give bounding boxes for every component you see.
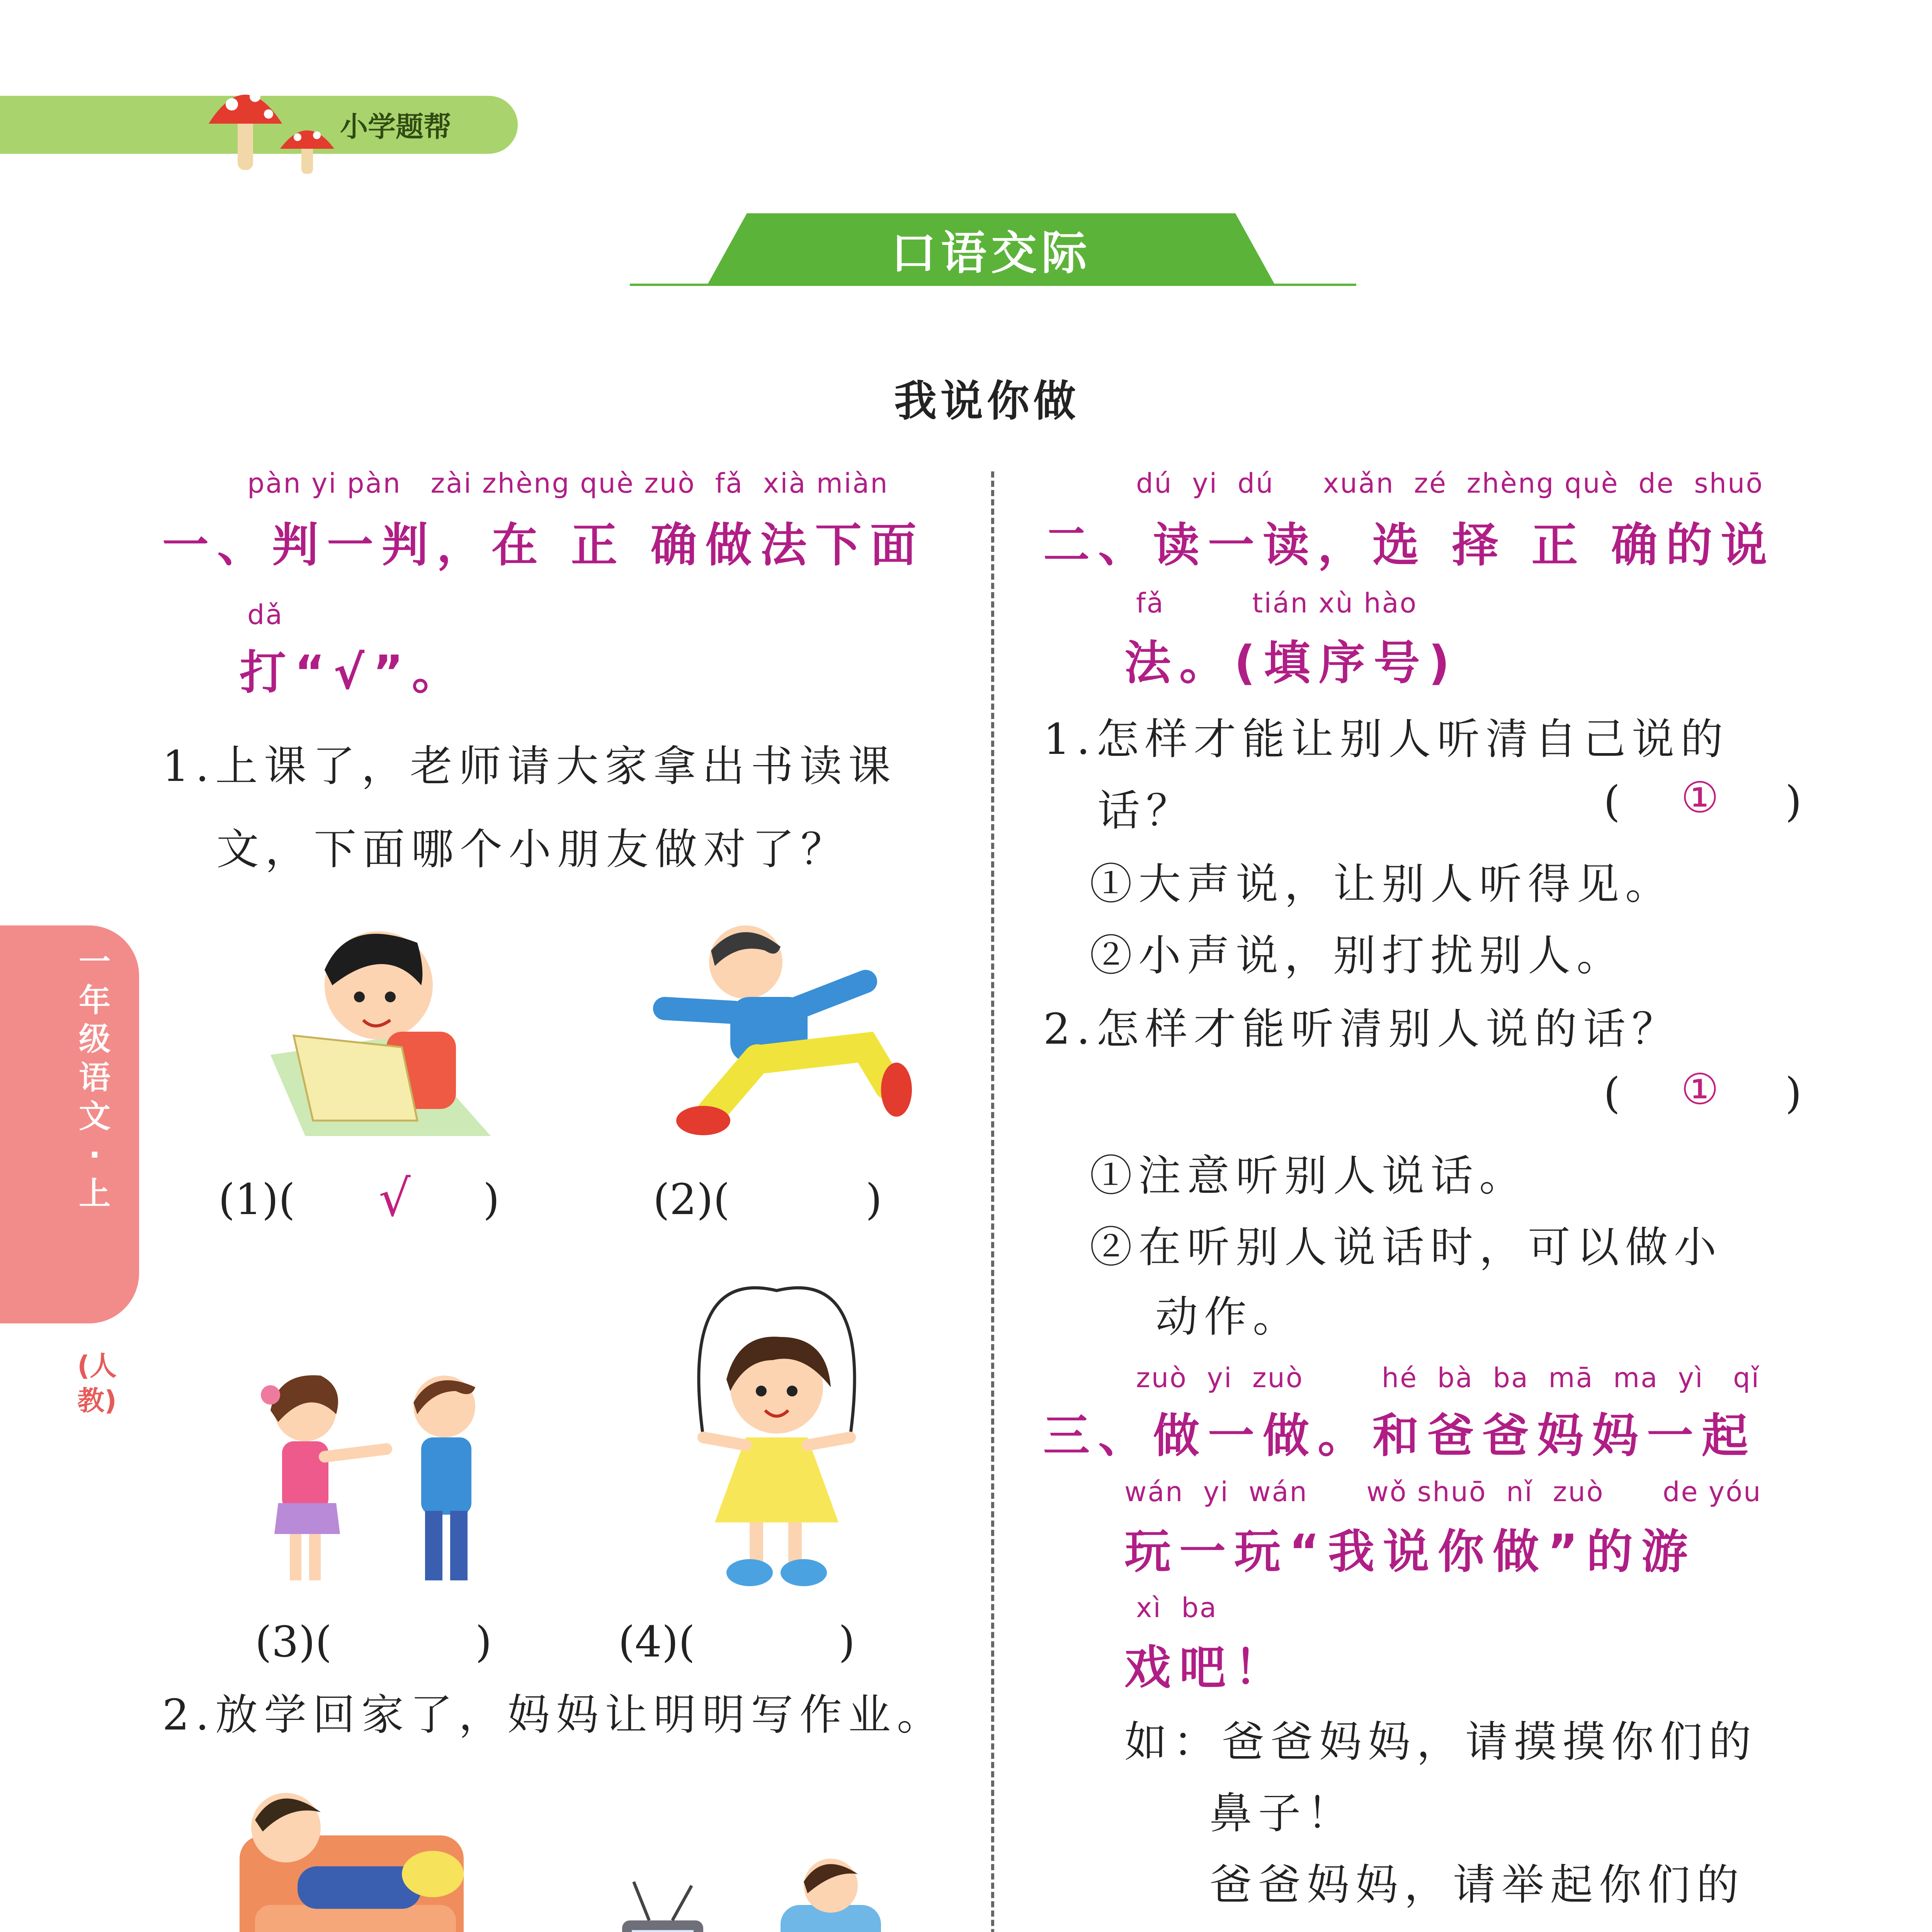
part3-pinyin-2: wán yi wán wǒ shuō nǐ zuò de yóu — [1124, 1476, 1762, 1508]
edition-label: (人教) — [77, 1350, 117, 1417]
part1-heading-2: 打“√”。 — [240, 646, 467, 700]
part2-pinyin-1: dú yi dú xuǎn zé zhèng què de shuō — [1136, 468, 1764, 499]
part2-q2-answer: ① — [1681, 1065, 1719, 1114]
q1-answer-checkmark: √ — [379, 1169, 411, 1228]
part3-example-2b — [1209, 1922, 1355, 1932]
part1-q1-line2: 文，下面哪个小朋友做对了？ — [216, 825, 849, 874]
q1-paren-close: ) — [1785, 777, 1802, 826]
q1-label-3-open[interactable]: (3)( — [255, 1617, 332, 1667]
part3-heading-3: 戏吧！ — [1124, 1641, 1289, 1695]
section-title: 口语交际 — [890, 226, 1092, 280]
grade-label: 一年级语文·上 — [78, 944, 111, 1212]
part2-q2-option-2b: 动作。 — [1155, 1292, 1301, 1342]
side-tab — [0, 925, 139, 1323]
column-divider — [991, 471, 994, 1932]
part2-heading-2: 法。(填序号) — [1124, 636, 1458, 690]
part3-heading-1: 三、做一做。和爸爸妈妈一起 — [1043, 1409, 1757, 1463]
mushroom-logo-icon — [201, 66, 344, 178]
q1-label-2-close: ) — [866, 1175, 882, 1224]
part1-q1-line1: 1.上课了，老师请大家拿出书读课 — [162, 742, 897, 791]
girl-jumping-rope-image — [657, 1275, 896, 1592]
part1-pinyin-1: pàn yi pàn zài zhèng què zuò fǎ xià miàn — [247, 468, 889, 499]
part2-q2-option-1: ①注意听别人说话。 — [1090, 1151, 1528, 1201]
children-talking-image — [240, 1364, 518, 1588]
part2-q2-option-2a: ②在听别人说话时，可以做小 — [1090, 1223, 1723, 1272]
q1-label-2-open[interactable]: (2)( — [653, 1175, 730, 1224]
part2-q1-option-1: ①大声说，让别人听得见。 — [1090, 859, 1674, 909]
child-lazing-on-sofa-image — [232, 1777, 471, 1932]
part2-heading-1: 二、读一读，选 择 正 确的说 — [1043, 519, 1776, 572]
part3-example-2a: 爸爸妈妈，请举起你们的 — [1209, 1860, 1745, 1910]
brand-name: 小学题帮 — [340, 111, 452, 143]
part2-pinyin-2: fǎ tián xù hào — [1136, 587, 1418, 619]
q1-label-3-close: ) — [475, 1617, 492, 1667]
part2-q1-line2: 话？ — [1097, 786, 1195, 835]
q1-label-4-close: ) — [838, 1617, 855, 1667]
part1-pinyin-2: dǎ — [247, 599, 284, 631]
q2-paren-close: ) — [1785, 1068, 1802, 1118]
q1-label-1-open: (1)( — [218, 1175, 295, 1224]
q2-paren-open: ( — [1604, 1068, 1620, 1118]
part3-pinyin-3: xì ba — [1136, 1592, 1218, 1624]
part2-q1-answer: ① — [1681, 773, 1719, 822]
q1-label-4-open[interactable]: (4)( — [618, 1617, 695, 1667]
child-running-image — [649, 920, 912, 1144]
part2-q2-line: 2.怎样才能听清别人说的话？ — [1043, 1004, 1680, 1054]
child-reading-book-image — [247, 920, 495, 1144]
part3-example-1b: 鼻子！ — [1209, 1789, 1355, 1838]
q1-paren-open: ( — [1604, 777, 1620, 826]
part3-heading-2: 玩一玩“我说你做”的游 — [1124, 1525, 1696, 1579]
child-watching-tv-image — [614, 1855, 893, 1932]
page-subtitle: 我说你做 — [894, 376, 1080, 426]
q1-label-1-close: ) — [483, 1175, 500, 1224]
part2-q1-option-2: ②小声说，别打扰别人。 — [1090, 931, 1625, 980]
part2-q1-line1: 1.怎样才能让别人听清自己说的 — [1043, 714, 1729, 764]
part3-example-1a: 如：爸爸妈妈，请摸摸你们的 — [1124, 1717, 1757, 1767]
part1-heading-1: 一、判一判，在 正 确做法下面 — [162, 519, 925, 572]
part1-q2-line: 2.放学回家了，妈妈让明明写作业。 — [162, 1690, 946, 1740]
part3-pinyin-1: zuò yi zuò hé bà ba mā ma yì qǐ — [1136, 1362, 1760, 1394]
